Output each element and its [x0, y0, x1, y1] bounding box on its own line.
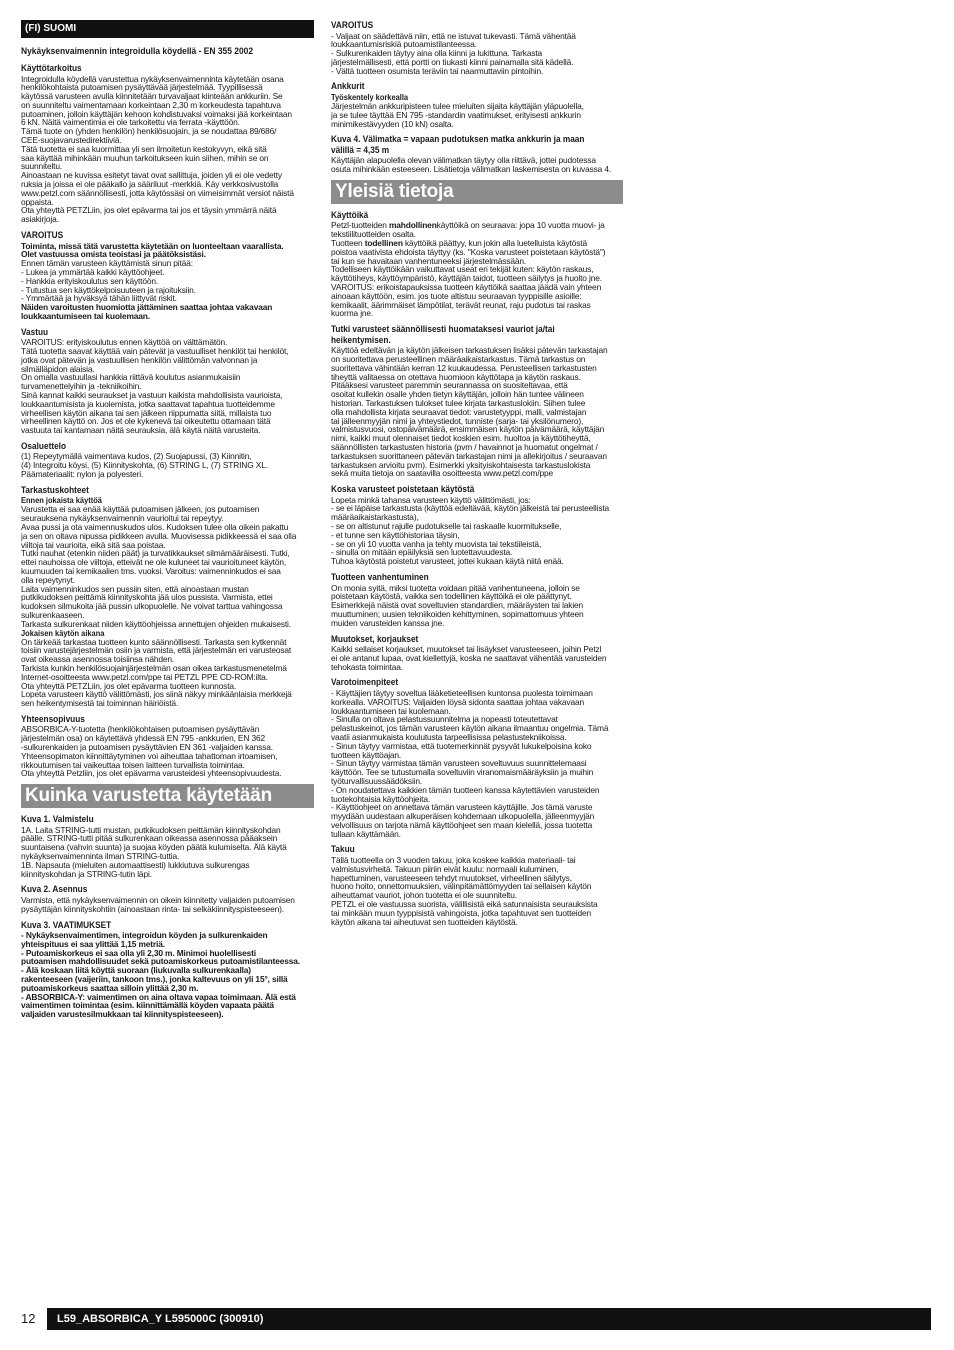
section-heading: Tuotteen vanhentuminen: [331, 572, 429, 583]
section-yhteensopivuus: [21, 714, 314, 778]
section-text: - Valjaat on säädettävä niin, että ne istuvat tukevasti. Tämä vähentää loukkaantumisriskiä putoamistilanteessa. - Sulkurenkaiden täytyy aina olla kiinni ja lukittuna. Tarkasta järjestelmällisesti, että portti on tiukasti kiinni painamalla sitä kädellä. - Vältä tuotteen osumista teräviin tai naarmuttaviin pintoihin.: [331, 30, 576, 76]
section-heading: Kuva 3. VAATIMUKSET: [21, 919, 112, 930]
section-text: - Käyttäjien täytyy soveltua lääketieteellisen kuntonsa puolesta toimimaan korkealla. VAROITUS: Valjaiden löysä sidonta saattaa johtaa vakavaan loukkaantumiseen tai kuolemaan. - Sinulla on oltava pelastussuunnitelma ja nopeasti toteutettavat pelastuskeinot, jos tämän varusteen käytön aikana ilmaantuu ongelmia. Tämä vaatii asianmukaista koulutusta tarpeellisissa pelastustekniikoissa. - Sinun täytyy varmistaa, että tuotemerkinnät pysyvät lukukelpoisina koko tuotteen käyttöajan. - Sinun täytyy varmistaa tämän varusteen soveltuvuus suunnittelemaasi käyttöön. Tee se tutustumalla soveltuviin viranomaismääräyksiin ja muihin työturvallisuussäädöksiin. - On noudatettava kaikkien tämän tuotteen kanssa käytettävien varusteiden tuotekohtaisia käyttöohjeita. - Käyttöohjeet on annettava tämän varusteen käyttäjille. Jos tämä varuste myydään uudestaan alkuperäisen kohdemaan ulkopuolella, jälleenmyyjän velvollisuus on tarjota nämä käyttöohjeet sen maan kielellä, jossa tuotetta tullaan käyttämään.: [331, 687, 609, 839]
section-text: Käyttöä edeltävän ja käytön jälkeisen tarkastuksen lisäksi pätevän tarkastajan on suoritettava perusteellinen määräaikaistarkastus. Tämä tarkastus on suoritettava vähintään kerran 12 kuukaudessa. Perusteellisen tarkastusten tiheyttä valitaessa on otettava huomioon käyttötapa ja käytön raskaus. Pitääksesi varusteet paremmin seurannassa on suositeltavaa, että osoitat kullekin osalle yhden tietyn käyttäjän, jolloin hän tuntee välineen historian. Tarkastuksen tulokset tulee kirjata tarkastuslokiin. Siihen tulee olla mahdollista kirjata seuraavat tiedot: varustetyyppi, malli, valmistajan tai jälleenmyyjän nimi ja yhteystiedot, tunniste (sarja- tai yksilönumero), valmistusvuosi, ostopäivämäärä, ensimmäisen käytön päivämäärä, käyttäjän nimi, kaikki muut olennaiset tiedot koskien esim. huoltoa ja käyttötiheyttä, säännöllisten tarkastusten historia (pvm / havainnot ja huomatut ongelmat / tarkastuksen suorittaneen pätevän tarkastajan nimi ja allekirjoitus / seuraavan tarkastuksen arvioitu pvm). Esimerkki yksityiskohtaisesta tarkastuslokista sekä muita tietoja on saatavilla osoitteesta www.petzl.com/ppe: [331, 345, 608, 479]
subheading: Työskentely korkealla: [331, 91, 409, 102]
section-tarkastuskohteet: [21, 485, 314, 708]
section-text: Järjestelmän ankkuripisteen tulee mieluiten sijaita käyttäjän yläpuolella, ja se tulee täyttää EN 795 -standardin vaatimukset, erityisesti ankkurin minimikestävyyden (10 kN) osalta.: [331, 100, 584, 129]
section-text: On monia syitä, miksi tuotetta voidaan pitää vanhentuneena, jolloin se poistetaan käytöstä, vaikka sen todellinen käyttöikä ei ole päättynyt. Esimerkkejä näistä ovat soveltuvien standardien, määräysten tai lakien muuttuminen; uusien tekniikoiden kehittyminen, sopimattomuus yhteen muiden varusteiden kanssa jne.: [331, 582, 584, 628]
section-text: (1) Repeytymällä vaimentava kudos, (2) Suojapussi, (3) Kiinnitin, (4) Integroitu köysi, (5) Kiinnityskohta, (6) STRING L, (7) STRING XL. Päämateriaalit: nylon ja polyesteri.: [21, 451, 268, 480]
section-kuva2: [21, 884, 314, 913]
section-banner: Kuinka varustetta käytetään: [21, 784, 314, 808]
section-heading: Vastuu: [21, 326, 49, 337]
section-osaluettelo: [21, 441, 314, 479]
section-kayttotarkoitus: [21, 63, 314, 224]
emphasis-text: todellinen: [364, 238, 403, 249]
section-text: 1A. Laita STRING-tutti mustan, putkikudoksen peittämän kiinnityskohdan päälle. STRING-tutti pitää sulkurenkaan oikeassa asennossa pääaksein suuntaisena (vahvin suunta) ja suojaa köyden päätä kulumiselta. Älä käytä nykäyksenvaimenninta ilman STRING-tuttia. 1B. Napsauta (mieluiten automaattisesti) lukkiutuva sulkurengas kiinnityskohdan ja STRING-tutin läpi.: [21, 824, 287, 879]
section-heading: Käyttöikä: [331, 209, 369, 220]
section-varoitus: [21, 230, 314, 321]
section-heading: Kuva 4. Välimatka = vapaan pudotuksen matka ankkurin ja maan välillä = 4,35 m: [331, 134, 585, 155]
section-tutki: [331, 324, 623, 478]
section-text: Kaikki sellaiset korjaukset, muutokset tai lisäykset varusteeseen, joihin Petzl ei ole antanut lupaa, ovat kiellettyjä, koska ne saattavat vähentää varusteiden tehokasta toimintaa.: [331, 644, 607, 672]
section-heading: Osaluettelo: [21, 440, 67, 451]
section-text: Varmista, että nykäyksenvaimennin on oikein kiinnitetty valjaiden putoamisen pysäyttäjän kiinnityskohtiin (ainoastaan rinta- tai selkäkiinnityspisteeseen).: [21, 894, 295, 914]
emphasis-text: mahdollinen: [388, 220, 437, 231]
section-text: VAROITUS: erityiskoulutus ennen käyttöä on välttämätön. Tätä tuotetta saavat käyttää vain pätevät ja vastuulliset henkilöt tai henkilöt, jotka ovat pätevän ja vastuullisen henkilön välittömän valvonnan ja silmälläpidon alaisia. On omalla vastuullasi hankkia riittävä koulutus asianmukaisiin turvamenettelyihin ja -tekniikoihin. Sinä kannat kaikki seuraukset ja vastuun kaikista mahdollisista vaurioista, loukkaantumisista ja kuolemista, jotka saattavat tapahtua tuotteidemme virheellisen käytön aikana tai sen jälkeen riippumatta siitä, millaista tuo virheellinen käyttö on. Jos et ole kykenevä tai oikeutettu ottamaan tätä vastuuta tai kantamaan näitä seurauksia, älä käytä näitä varusteita.: [21, 337, 289, 436]
section-kuva1: [21, 814, 314, 878]
section-heading: Kuva 2. Asennus: [21, 884, 88, 895]
subheading: Ennen jokaista käyttöä: [21, 495, 102, 506]
text-run: Petzl-tuotteiden: [331, 220, 389, 231]
section-poisto: [331, 484, 623, 566]
subheading: Jokaisen käytön aikana: [21, 627, 105, 638]
section-text: Käyttäjän alapuolella olevan välimatkan täytyy olla riittävä, jottei pudotessa osuta mihinkään esteeseen. Lisätietoja välimatkan laskemisesta on kuvassa 4.: [331, 155, 612, 175]
section-text: [331, 221, 623, 318]
page-number: 12: [21, 1311, 36, 1326]
section-heading: Koska varusteet poistetaan käytöstä: [331, 484, 475, 495]
section-heading: Käyttötarkoitus: [21, 63, 82, 73]
section-heading: Tutki varusteet säännöllisesti huomataksesi vauriot ja/tai heikentymisen.: [331, 324, 555, 345]
section-varoitus-2: [331, 20, 623, 75]
section-ankkurit: [331, 81, 623, 128]
page-footer: [21, 1308, 931, 1330]
section-text: - Nykäyksenvaimentimen, integroidun köyden ja sulkurenkaiden yhteispituus ei saa ylittää 1,15 metriä. - Putoamiskorkeus ei saa olla yli 2,30 m. Minimoi huolellisesti putoamisen mahdollisuudet sekä putoamiskorkeus putoamistilanteessa. - Älä koskaan liitä köyttä suoraan (liukuvalla sulkurenkaalla) rakenteeseen (vaijeriin, tankoon tms.), jonka kaltevuus on yli 15°, sillä putoamiskorkeus saattaa silloin ylittää 2,30 m. - ABSORBICA-Y: vaimentimen on aina oltava vapaa toimimaan. Älä estä vaimentimen toimintaa (esim. kiinnittämällä köyden vapaata päätä valjaiden varustesilmukkaan tai kiinnityspisteeseen).: [21, 930, 300, 1020]
section-kayttoika: [331, 210, 623, 318]
section-varotoimenpiteet: [331, 677, 623, 838]
section-heading: Ankkurit: [331, 81, 365, 92]
section-heading: Yhteensopivuus: [21, 713, 85, 724]
section-muutokset: [331, 634, 623, 672]
section-vastuu: [21, 327, 314, 435]
section-kuva3: [21, 920, 314, 1019]
section-text: Varustetta ei saa enää käyttää putoamisen jälkeen, jos putoamisen seurauksena nykäyksenvaimennin vaurioitui tai repeytyy. Avaa pussi ja ota vaimennuskudos ulos. Kudoksen tulee olla oikein pakattu ja sen on oltava nipussa pidikkeen avulla. Muovisessa pidikkeessä ei saa olla viiltoja tai vaurioita, eikä sitä saa poistaa. Tutki nauhat (etenkin niiden päät) ja turvatikkaukset silmämääräisesti. Tutki, ettei nauhoissa ole viiltoja, etteivät ne ole kuluneet tai vaurioituneet käytön, kuumuuden tai kemikaalien tms. vuoksi. Varoitus: vaimenninkudos ei saa olla repeytynyt. Laita vaimenninkudos sen pussiin siten, että ainoastaan mustan putkikudoksen peittämä kiinnityskohta jää ulos pussista. Varmista, ettei kudoksen silmukoita jää pussin ulkopuolelle. Ne voivat tarttua vahingossa sulkurenkaaseen. Tarkasta sulkurenkaat niiden käyttöohjeissa annettujen ohjeiden mukaisesti.: [21, 504, 297, 629]
section-text: Lopeta minkä tahansa varusteen käyttö välittömästi, jos: - se ei läpäise tarkastusta (käyttöä edeltävää, käytön jälkeistä tai perusteellista määräaikaistarkastusta), - se on altistunut rajulle pudotukselle tai raskaalle kuormitukselle, - et tunne sen käyttöhistoriaa täysin, - se on yli 10 vuotta vanha ja tehty muovista tai tekstiileistä, - sinulla on mitään epäilyksiä sen luotettavuudesta. Tuhoa käytöstä poistetut varusteet, jottei kukaan käytä niitä enää.: [331, 494, 610, 567]
warning-closing: Näiden varoitusten huomiotta jättäminen saattaa johtaa vakavaan loukkaantumiseen tai kuolemaan.: [21, 302, 273, 321]
section-heading: Kuva 1. Valmistelu: [21, 814, 94, 825]
section-heading: Tarkastuskohteet: [21, 484, 89, 495]
document-reference: L59_ABSORBICA_Y L595000C (300910): [47, 1308, 931, 1330]
section-banner: Yleisiä tietoja: [331, 180, 623, 204]
warning-lead: Toiminta, missä tätä varustetta käytetään on luonteeltaan vaarallista. Olet vastuussa omista teoistasi ja päätöksistäsi.: [21, 240, 284, 260]
section-kuva4: [331, 134, 623, 174]
section-takuu: [331, 844, 623, 926]
left-column: [21, 20, 314, 1025]
text-run: käyttöikä päättyy, kun jokin alla luetelluista käytöstä poistoa vaativista ehdoista täyttyy (ks. "Koska varusteet poistetaan käytöstä") tai kun se havaitaan vanhentuneeksi järjestelmässään. Todelliseen käyttöikään vaikuttavat useat eri tekijät kuten: käytön raskaus, käyttötiheys, käyttöympäristö, käyttäjän taidot, tuotteen säilytys ja huolto jne. VAROITUS: erikoistapauksissa tuotteen käyttöikä saattaa jäädä vain yhteen ainoaan käyttöön, esim. jos tuote altistuu seuraavan tyyppisille asioille: kemikaalit, äärimmäiset lämpötilat, terävät reunat, raju pudotus tai raskas kuorma jne.: [331, 238, 606, 319]
section-text: Tällä tuotteella on 3 vuoden takuu, joka koskee kaikkia materiaali- tai valmistusvirheitä. Takuun piiriin eivät kuulu: normaali kuluminen, hapettuminen, varusteeseen tehdyt muutokset, virheellinen säilytys, huono hoito, onnettomuuksien, välinpitämättömyyden tai sellaisen käytön aiheuttamat vauriot, johon tuotetta ei ole suunniteltu. PETZL ei ole vastuussa suorista, välillisistä eikä satunnaisista seurauksista tai minkään muun tyyppisistä vahingoista, jotka tapahtuvat sen tuotteiden käytön aikana tai aiheutuvat sen tuotteiden käytöstä.: [331, 854, 598, 927]
language-bar: (FI) SUOMI: [21, 20, 314, 38]
section-text: ABSORBICA-Y-tuotetta (henkilökohtaisen putoamisen pysäyttävän järjestelmän osa) on käytettävä yhdessä EN 795 -ankkurien, EN 362 -sulkurenkaiden ja putoamisen pysäyttävien EN 361 -valjaiden kanssa. Yhteensopimaton kiinnittäytyminen voi aiheuttaa tahattoman irtoamisen, rikkoutumisen tai vaikeuttaa toisen laitteen turvallista toimintaa. Ota yhteyttä Petzliin, jos olet epävarma varusteidesi yhteensopivuudesta.: [21, 724, 282, 779]
text-run: käyttöikä on seuraava: jopa 10 vuotta muovi- ja tekstiilituotteiden osalta. Tuotteen: [331, 220, 605, 249]
section-heading: Takuu: [331, 844, 355, 855]
section-heading: Muutokset, korjaukset: [331, 633, 419, 644]
section-heading: VAROITUS: [331, 20, 374, 30]
section-heading: VAROITUS: [21, 230, 64, 241]
section-text: Integroidulla köydellä varustettua nykäyksenvaimenninta käytetään osana henkilökohtaista putoamisen pysäyttävää järjestelmää. Tyypillisessä käytössä varusteen avulla kiinnitetään turvavaljaat kiinteään ankkuriin. Se on suunniteltu vaimentamaan korkeintaan 2,30 m korkeudesta tapahtuva putoaminen, jolloin käyttäjän kehoon kohdistuvaksi voimaksi jää korkeintaan 6 kN. Näitä vaimentimia ei ole tarkoitettu via ferrata -käyttöön. Tämä tuote on (yhden henkilön) henkilösuojain, ja se noudattaa 89/686/ CEE-suojavarustedirektiiviä. Tätä tuotetta ei saa kuormittaa yli sen ilmoitetun kestokyvyn, eikä sitä saa käyttää mihinkään muuhun tarkoitukseen kuin siihen, mihin se on suunniteltu. Ainoastaan ne kuvissa esitetyt tavat ovat sallittuja, joiden yli ei ole vedetty ruksia ja joissa ei ole pääkallo ja sääriluut -merkkiä. Käy verkkosivustolla www.petzl.com säännöllisesti, jotta käytössäsi on viimeisimmät versiot näistä oppaista. Ota yhteyttä PETZLiin, jos olet epävarma tai jos et täysin ymmärrä näitä asiakirjoja.: [21, 73, 294, 225]
section-heading: Varotoimenpiteet: [331, 677, 399, 688]
section-text: On tärkeää tarkastaa tuotteen kunto säännöllisesti. Tarkasta sen kytkennät toisiin varustejärjestelmän osiin ja varmista, että järjestelmän eri varusteosat ovat oikeassa asennossa toisiinsa nähden. Tarkista kunkin henkilösuojainjärjestelmän osan oikea tarkastusmenetelmä Internet-osoitteesta www.petzl.com/ppe tai PETZL PPE CD-ROM:ilta. Ota yhteyttä PETZLiin, jos olet epävarma tuotteen kunnosta. Lopeta varusteen käyttö välittömästi, jos siinä näkyy minkäänlaisia merkkejä sen heikentymisestä tai toiminnan häiriöistä.: [21, 636, 292, 709]
section-vanhentuminen: [331, 572, 623, 627]
document-title: Nykäyksenvaimennin integroidulla köydellä - EN 355 2002: [21, 46, 254, 56]
right-column: [331, 20, 623, 932]
section-text: Ennen tämän varusteen käyttämistä sinun pitää: - Lukea ja ymmärtää kaikki käyttöohjeet. - Hankkia erityiskoulutus sen käyttöön. - Tutustua sen käyttökelpoisuuteen ja rajoituksiin. - Ymmärtää ja hyväksyä tähän liittyvät riskit.: [21, 258, 196, 304]
